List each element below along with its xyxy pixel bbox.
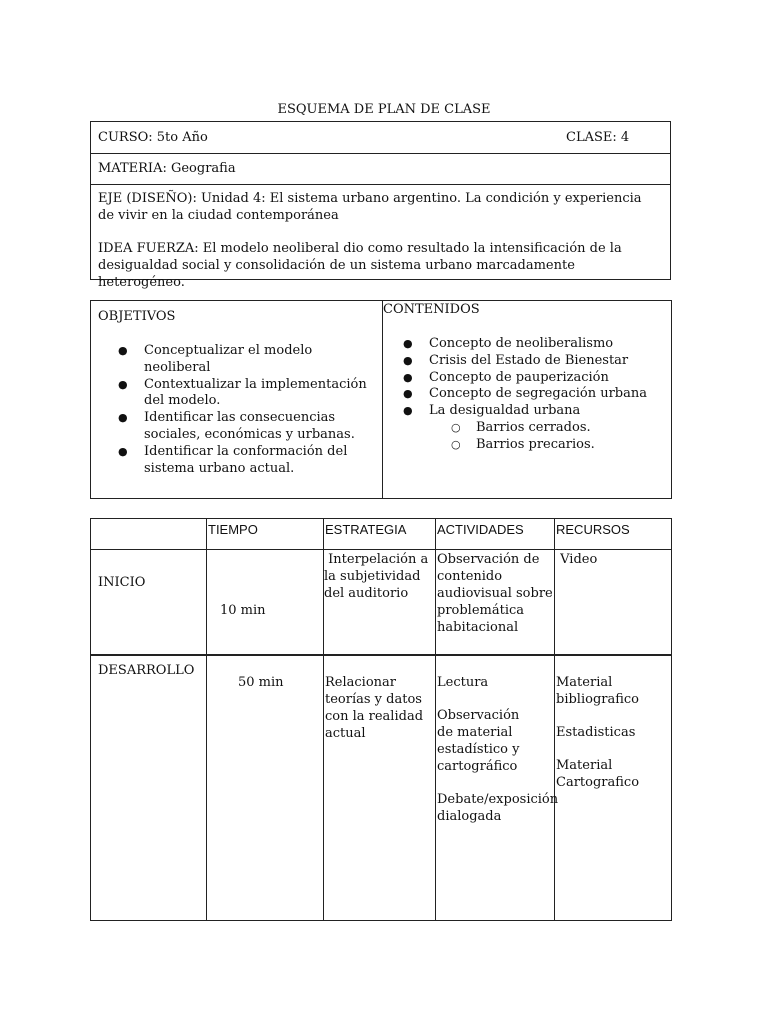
header-table (90, 121, 671, 290)
list-item: ● Identificar la conformación del sistema urbano actual. (118, 443, 348, 476)
plan-table (90, 518, 672, 921)
col-line (206, 519, 207, 920)
sub-list-item: ○ Barrios precarios. (451, 436, 595, 452)
list-item: ● Conceptualizar el modelo neoliberal (118, 343, 313, 375)
bullet-icon: ● (403, 370, 413, 384)
bullet-icon: ● (118, 344, 128, 357)
bullet-icon: ● (118, 411, 128, 425)
inicio-tiempo: 10 min (220, 603, 266, 618)
bullet-icon: ● (403, 404, 413, 418)
materia-label: MATERIA: Geografia (98, 161, 236, 176)
desarrollo-recurso-1: Material bibliografico (556, 675, 640, 707)
bullet-icon: ● (403, 337, 413, 350)
list-item: ● Concepto de neoliberalismo (403, 336, 614, 351)
desarrollo-actividad-3: Debate/exposición dialogada (437, 792, 559, 824)
bullet-icon: ● (118, 444, 128, 458)
desigualdad-sublist (429, 420, 668, 454)
desarrollo-estrategia: Relacionar teorías y datos con la realidad actual (325, 675, 424, 741)
header-row-materia (91, 153, 670, 185)
row-label-inicio: INICIO (98, 575, 146, 590)
objetivos-contenidos-table (90, 300, 672, 499)
bullet-icon: ● (403, 353, 413, 367)
bullet-icon: ● (403, 387, 413, 401)
row-line (91, 549, 671, 550)
circle-bullet-icon: ○ (451, 420, 461, 434)
desarrollo-tiempo: 50 min (238, 675, 284, 690)
document-title: ESQUEMA DE PLAN DE CLASE (277, 102, 491, 117)
inicio-recursos: Video (556, 552, 598, 567)
row-line (91, 654, 671, 656)
list-item: ● La desigualdad urbana ○ Barrios cerrados. ○ Barrios precarios. (383, 403, 668, 453)
col-header-tiempo: TIEMPO (208, 522, 258, 537)
bullet-icon: ● (118, 377, 128, 391)
list-item: ● Identificar las consecuencias sociales, económicas y urbanas. (118, 410, 355, 442)
desarrollo-recurso-2: Estadisticas (556, 725, 636, 740)
list-item: ● Contextualizar la implementación del modelo. (118, 376, 367, 409)
col-header-actividades: ACTIVIDADES (437, 522, 524, 537)
list-item: ● Crisis del Estado de Bienestar (403, 352, 629, 368)
list-item: ● Concepto de pauperización (403, 369, 609, 385)
col-line (435, 519, 436, 920)
list-item: ● Concepto de segregación urbana (403, 386, 647, 402)
col-line (554, 519, 555, 920)
inicio-actividades: Observación de contenido audiovisual sobre problemática habitacional (437, 552, 553, 635)
inicio-estrategia: Interpelación a la subjetividad del auditorio (324, 552, 433, 601)
desarrollo-actividad-2: Observación de material estadístico y cartográfico (437, 708, 520, 774)
col-header-recursos: RECURSOS (556, 522, 630, 537)
row-label-desarrollo: DESARROLLO (98, 663, 195, 678)
header-row-curso (91, 122, 670, 154)
desarrollo-actividad-1: Lectura (437, 675, 489, 690)
clase-label: CLASE: 4 (566, 130, 630, 145)
curso-label: CURSO: 5to Año (98, 130, 208, 145)
col-header-estrategia: ESTRATEGIA (325, 522, 407, 537)
idea-fuerza-text: IDEA FUERZA: El modelo neoliberal dio como resultado la intensificación de la desigualdad social y consolidación de un sistema urbano marcadamente heterogéneo. (98, 241, 622, 290)
objetivos-heading: OBJETIVOS (98, 309, 176, 324)
sub-list-item: ○ Barrios cerrados. (451, 419, 591, 435)
contenidos-heading: CONTENIDOS (383, 302, 480, 317)
contenidos-list (383, 336, 668, 454)
objetivos-list (98, 343, 378, 477)
desarrollo-recurso-3: Material Cartografico (556, 758, 640, 790)
circle-bullet-icon: ○ (451, 437, 461, 451)
header-row-eje (91, 184, 670, 290)
eje-text: EJE (DISEÑO): Unidad 4: El sistema urbano argentino. La condición y experiencia de vivir en la ciudad contemporánea (98, 191, 642, 223)
